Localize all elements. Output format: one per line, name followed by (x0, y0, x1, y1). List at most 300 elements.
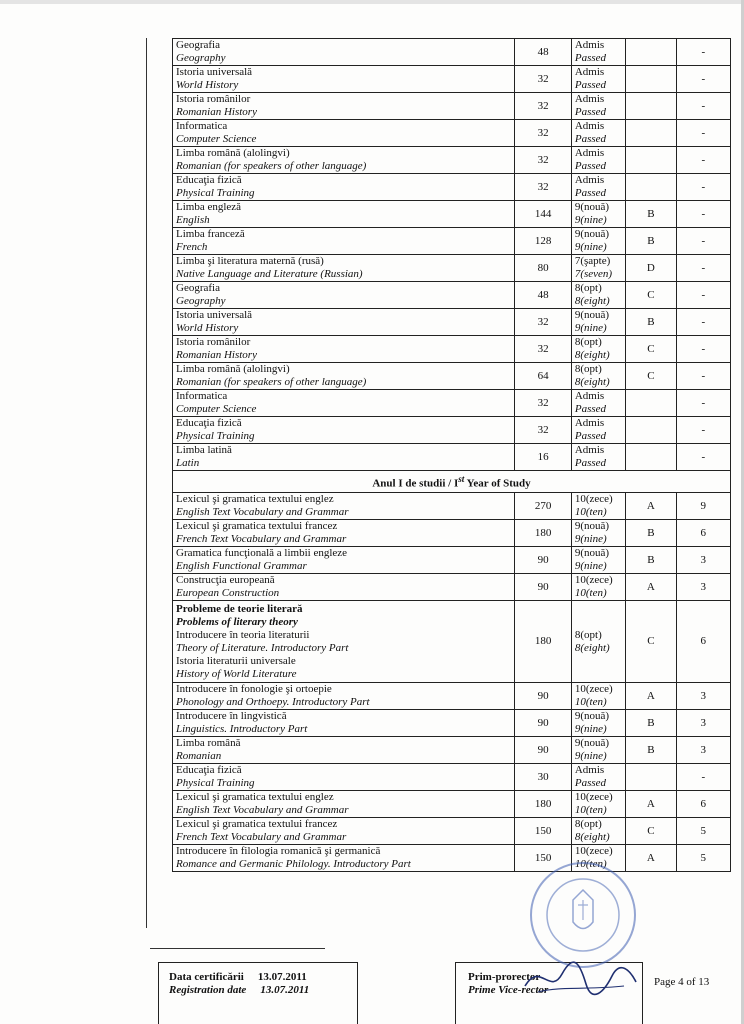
grade-ro: Admis (574, 120, 605, 132)
credits-cell: - (676, 282, 730, 309)
course-cell (173, 710, 515, 737)
grade-en: 9(nine) (574, 750, 607, 762)
table-row (173, 737, 731, 764)
certification-date-box (158, 962, 358, 1024)
ects-grade-cell: B (626, 228, 676, 255)
course-name-en: World History (176, 79, 239, 91)
ects-grade-cell: A (626, 791, 676, 818)
course-name-ro: Introducere în fonologie şi ortoepie (176, 683, 332, 695)
course-name-en: French (176, 241, 208, 253)
composite-course-cell (173, 601, 515, 683)
grade-cell (571, 228, 625, 255)
hours-cell: 270 (515, 493, 571, 520)
course-name-ro: Geografia (176, 282, 220, 294)
course-name-ro: Limba latină (176, 444, 232, 456)
course-name-ro: Istoria universală (176, 66, 253, 78)
course-name-en: Physical Training (176, 430, 255, 442)
composite-sub1-en: Theory of Literature. Introductory Part (176, 641, 349, 654)
hours-cell: 90 (515, 574, 571, 601)
course-name-en: French Text Vocabulary and Grammar (176, 831, 347, 843)
course-cell (173, 845, 515, 872)
course-name-ro: Educaţia fizică (176, 417, 242, 429)
course-name-ro: Construcţia europeană (176, 574, 275, 586)
composite-sub1-ro: Introducere în teoria literaturii (176, 628, 310, 641)
course-name-ro: Educaţia fizică (176, 174, 242, 186)
ects-grade-cell: A (626, 683, 676, 710)
ects-grade-cell (626, 39, 676, 66)
table-row (173, 39, 731, 66)
hours-cell: 150 (515, 845, 571, 872)
table-row (173, 282, 731, 309)
grade-cell (571, 93, 625, 120)
date-value-ro: 13.07.2011 (257, 971, 307, 983)
course-cell (173, 683, 515, 710)
course-name-ro: Limba engleză (176, 201, 242, 213)
course-name-ro: Lexicul şi gramatica textului francez (176, 818, 338, 830)
grade-cell (571, 147, 625, 174)
section-title (173, 471, 731, 493)
grade-en: Passed (574, 133, 607, 145)
grade-cell (571, 282, 625, 309)
grade-en: Passed (574, 403, 607, 415)
grade-en: Passed (574, 52, 607, 64)
composite-sub2-ro: Istoria literaturii universale (176, 654, 296, 667)
credits-cell: - (676, 417, 730, 444)
credits-cell: 6 (676, 601, 730, 683)
grade-cell (571, 309, 625, 336)
credits-cell: - (676, 444, 730, 471)
ects-grade-cell: B (626, 201, 676, 228)
ects-grade-cell: B (626, 710, 676, 737)
table-row (173, 120, 731, 147)
ects-grade-cell (626, 417, 676, 444)
grade-ro: 10(zece) (574, 845, 613, 857)
table-row (173, 174, 731, 201)
hours-cell: 90 (515, 683, 571, 710)
grade-cell (571, 255, 625, 282)
ects-grade-cell: C (626, 282, 676, 309)
course-name-en: French Text Vocabulary and Grammar (176, 533, 347, 545)
table-row-composite (173, 601, 731, 683)
grade-ro: Admis (574, 390, 605, 402)
composite-title-ro: Probleme de teorie literară (176, 602, 303, 615)
ects-grade-cell (626, 764, 676, 791)
grade-cell (571, 737, 625, 764)
signature (520, 956, 640, 1000)
grade-en: Passed (574, 777, 607, 789)
composite-sub2-en: History of World Literature (176, 667, 297, 680)
ects-grade-cell: C (626, 336, 676, 363)
credits-cell: - (676, 764, 730, 791)
grade-cell (571, 710, 625, 737)
table-row (173, 255, 731, 282)
grade-en: 8(eight) (574, 349, 610, 361)
credits-cell: 3 (676, 710, 730, 737)
date-value-en: 13.07.2011 (260, 984, 310, 996)
grade-en: 10(ten) (574, 858, 607, 870)
grade-ro: Admis (574, 93, 605, 105)
table-row (173, 710, 731, 737)
grade-en: 8(eight) (574, 641, 610, 654)
course-name-ro: Istoria universală (176, 309, 253, 321)
scan-edge-top (0, 0, 744, 4)
ects-grade-cell (626, 444, 676, 471)
page-number: Page 4 of 13 (654, 976, 710, 988)
course-name-en: Physical Training (176, 187, 255, 199)
grade-ro: 9(nouă) (574, 309, 610, 321)
course-name-ro: Istoria românilor (176, 93, 251, 105)
grade-en: 9(nine) (574, 533, 607, 545)
credits-cell: 6 (676, 520, 730, 547)
margin-rule (146, 38, 147, 928)
course-cell (173, 363, 515, 390)
grade-ro: 9(nouă) (574, 737, 610, 749)
hours-cell: 32 (515, 390, 571, 417)
grade-ro: 9(nouă) (574, 710, 610, 722)
credits-cell: 6 (676, 791, 730, 818)
grade-ro: 7(şapte) (574, 255, 611, 267)
hours-cell: 180 (515, 520, 571, 547)
hours-cell: 32 (515, 174, 571, 201)
table-row (173, 390, 731, 417)
ects-grade-cell (626, 174, 676, 201)
grade-cell (571, 66, 625, 93)
ects-grade-cell (626, 147, 676, 174)
grade-cell (571, 444, 625, 471)
course-cell (173, 520, 515, 547)
grade-cell (571, 547, 625, 574)
course-cell (173, 228, 515, 255)
grade-cell (571, 764, 625, 791)
credits-cell: - (676, 120, 730, 147)
hours-cell: 32 (515, 336, 571, 363)
grade-en: Passed (574, 457, 607, 469)
course-name-en: Native Language and Literature (Russian) (176, 268, 363, 280)
grade-ro: 10(zece) (574, 574, 613, 586)
hours-cell: 48 (515, 39, 571, 66)
credits-cell: 5 (676, 845, 730, 872)
ects-grade-cell (626, 66, 676, 93)
grade-en: Passed (574, 160, 607, 172)
course-name-en: World History (176, 322, 239, 334)
grade-en: Passed (574, 106, 607, 118)
ects-grade-cell: C (626, 818, 676, 845)
course-cell (173, 66, 515, 93)
table-row (173, 520, 731, 547)
hours-cell: 180 (515, 601, 571, 683)
hours-cell: 32 (515, 66, 571, 93)
section-title-ro: Anul I de studii / I (372, 477, 459, 490)
course-cell (173, 791, 515, 818)
section-title-en: Year of Study (464, 477, 531, 490)
grade-ro: Admis (574, 66, 605, 78)
course-name-ro: Lexicul şi gramatica textului francez (176, 520, 338, 532)
ects-grade-cell: B (626, 737, 676, 764)
course-name-ro: Limba română (alolingvi) (176, 147, 290, 159)
course-name-en: Romanian (for speakers of other language) (176, 160, 367, 172)
course-cell (173, 547, 515, 574)
course-cell (173, 93, 515, 120)
grade-en: 8(eight) (574, 831, 610, 843)
course-name-en: Romanian (176, 750, 222, 762)
table-row (173, 791, 731, 818)
course-name-en: Geography (176, 52, 226, 64)
hours-cell: 16 (515, 444, 571, 471)
table-row (173, 845, 731, 872)
grade-cell (571, 791, 625, 818)
grade-ro: Admis (574, 39, 605, 51)
grades-table (172, 38, 731, 872)
course-name-ro: Istoria românilor (176, 336, 251, 348)
course-name-ro: Informatica (176, 120, 228, 132)
grade-ro: Admis (574, 147, 605, 159)
grade-ro: 9(nouă) (574, 520, 610, 532)
credits-cell: - (676, 363, 730, 390)
grade-cell (571, 336, 625, 363)
grade-ro: 9(nouă) (574, 228, 610, 240)
hours-cell: 90 (515, 547, 571, 574)
table-row (173, 147, 731, 174)
grade-en: 9(nine) (574, 214, 607, 226)
grade-ro: Admis (574, 417, 605, 429)
grade-cell (571, 818, 625, 845)
grade-en: 8(eight) (574, 376, 610, 388)
table-row (173, 93, 731, 120)
grade-cell (571, 39, 625, 66)
course-name-ro: Limba şi literatura maternă (rusă) (176, 255, 324, 267)
grade-ro: 9(nouă) (574, 547, 610, 559)
course-name-en: Linguistics. Introductory Part (176, 723, 308, 735)
grade-ro: Admis (574, 764, 605, 776)
credits-cell: - (676, 147, 730, 174)
course-cell (173, 120, 515, 147)
course-cell (173, 737, 515, 764)
course-cell (173, 201, 515, 228)
table-row (173, 336, 731, 363)
ects-grade-cell (626, 390, 676, 417)
table-row (173, 818, 731, 845)
table-row (173, 764, 731, 791)
course-name-en: Geography (176, 295, 226, 307)
hours-cell: 48 (515, 282, 571, 309)
course-name-en: Latin (176, 457, 200, 469)
course-name-en: English (176, 214, 210, 226)
hours-cell: 90 (515, 737, 571, 764)
course-cell (173, 282, 515, 309)
course-cell (173, 493, 515, 520)
grade-ro: 8(opt) (574, 818, 602, 830)
credits-cell: - (676, 174, 730, 201)
credits-cell: 9 (676, 493, 730, 520)
course-name-en: Phonology and Orthoepy. Introductory Part (176, 696, 370, 708)
course-cell (173, 39, 515, 66)
table-row (173, 228, 731, 255)
hours-cell: 150 (515, 818, 571, 845)
credits-cell: 3 (676, 683, 730, 710)
course-name-ro: Introducere în filologia romanică şi germanică (176, 845, 381, 857)
course-name-ro: Introducere în lingvistică (176, 710, 287, 722)
course-cell (173, 174, 515, 201)
course-name-ro: Limba română (176, 737, 241, 749)
credits-cell: 3 (676, 574, 730, 601)
course-cell (173, 309, 515, 336)
section-header-row (173, 471, 731, 493)
credits-cell: 3 (676, 547, 730, 574)
grade-en: Passed (574, 79, 607, 91)
grade-cell (571, 120, 625, 147)
course-name-en: English Functional Grammar (176, 560, 307, 572)
table-row (173, 363, 731, 390)
course-name-en: Romanian History (176, 106, 257, 118)
credits-cell: - (676, 255, 730, 282)
grade-cell (571, 417, 625, 444)
course-cell (173, 147, 515, 174)
course-name-ro: Gramatica funcţională a limbii engleze (176, 547, 348, 559)
course-cell (173, 764, 515, 791)
credits-cell: - (676, 309, 730, 336)
course-cell (173, 417, 515, 444)
course-cell (173, 574, 515, 601)
grade-cell (571, 520, 625, 547)
course-name-ro: Educaţia fizică (176, 764, 242, 776)
composite-title-en: Problems of literary theory (176, 615, 298, 628)
table-row (173, 493, 731, 520)
grade-en: 9(nine) (574, 322, 607, 334)
ects-grade-cell (626, 93, 676, 120)
grade-cell (571, 574, 625, 601)
course-name-en: English Text Vocabulary and Grammar (176, 506, 349, 518)
date-label-ro: Data certificării (169, 971, 244, 983)
ects-grade-cell: A (626, 574, 676, 601)
university-seal-stamp (528, 860, 638, 970)
hours-cell: 32 (515, 309, 571, 336)
credits-cell: - (676, 93, 730, 120)
ects-grade-cell: C (626, 363, 676, 390)
grade-en: 10(ten) (574, 804, 607, 816)
ects-grade-cell: C (626, 601, 676, 683)
table-row (173, 683, 731, 710)
credits-cell: - (676, 201, 730, 228)
grade-ro: 8(opt) (574, 628, 602, 641)
credits-cell: 5 (676, 818, 730, 845)
credits-cell: - (676, 66, 730, 93)
table-row (173, 66, 731, 93)
course-name-ro: Geografia (176, 39, 220, 51)
hours-cell: 128 (515, 228, 571, 255)
grade-en: 9(nine) (574, 241, 607, 253)
course-name-ro: Informatica (176, 390, 228, 402)
course-cell (173, 818, 515, 845)
credits-cell: - (676, 390, 730, 417)
hours-cell: 32 (515, 147, 571, 174)
grade-ro: 10(zece) (574, 683, 613, 695)
date-label-en: Registration date (169, 984, 247, 996)
table-row (173, 547, 731, 574)
grade-ro: 8(opt) (574, 363, 602, 375)
course-name-en: Physical Training (176, 777, 255, 789)
course-name-ro: Limba franceză (176, 228, 245, 240)
grade-cell (571, 683, 625, 710)
hours-cell: 64 (515, 363, 571, 390)
grade-en: 7(seven) (574, 268, 613, 280)
hours-cell: 32 (515, 417, 571, 444)
table-row (173, 309, 731, 336)
grade-en: 9(nine) (574, 560, 607, 572)
table-row (173, 201, 731, 228)
ects-grade-cell: B (626, 520, 676, 547)
grade-ro: Admis (574, 174, 605, 186)
hours-cell: 144 (515, 201, 571, 228)
course-cell (173, 390, 515, 417)
grade-ro: 10(zece) (574, 791, 613, 803)
grade-cell (571, 174, 625, 201)
course-cell (173, 336, 515, 363)
course-cell (173, 444, 515, 471)
grade-en: Passed (574, 187, 607, 199)
table-row (173, 417, 731, 444)
ects-grade-cell: A (626, 493, 676, 520)
course-name-en: European Construction (176, 587, 280, 599)
credits-cell: - (676, 336, 730, 363)
grade-cell (571, 363, 625, 390)
hours-cell: 32 (515, 93, 571, 120)
course-name-en: Romanian (for speakers of other language) (176, 376, 367, 388)
ects-grade-cell: B (626, 309, 676, 336)
grade-en: 10(ten) (574, 587, 607, 599)
course-name-en: Computer Science (176, 403, 257, 415)
hours-cell: 30 (515, 764, 571, 791)
grade-ro: 8(opt) (574, 282, 602, 294)
grade-en: Passed (574, 430, 607, 442)
course-name-ro: Limba română (alolingvi) (176, 363, 290, 375)
grade-cell (571, 390, 625, 417)
signer-title-en: Prime Vice-rector (468, 984, 549, 996)
grade-ro: Admis (574, 444, 605, 456)
credits-cell: 3 (676, 737, 730, 764)
course-name-en: Romanian History (176, 349, 257, 361)
table-row (173, 574, 731, 601)
credits-cell: - (676, 228, 730, 255)
ects-grade-cell: A (626, 845, 676, 872)
ects-grade-cell: D (626, 255, 676, 282)
course-name-ro: Lexicul şi gramatica textului englez (176, 493, 334, 505)
hours-cell: 90 (515, 710, 571, 737)
hours-cell: 80 (515, 255, 571, 282)
grade-cell (571, 493, 625, 520)
hours-cell: 180 (515, 791, 571, 818)
grade-ro: 9(nouă) (574, 201, 610, 213)
course-name-en: English Text Vocabulary and Grammar (176, 804, 349, 816)
course-name-ro: Lexicul şi gramatica textului englez (176, 791, 334, 803)
grade-en: 10(ten) (574, 506, 607, 518)
grade-ro: 10(zece) (574, 493, 613, 505)
grade-en: 8(eight) (574, 295, 610, 307)
footer-rule (150, 948, 325, 949)
course-cell (173, 255, 515, 282)
grade-en: 10(ten) (574, 696, 607, 708)
signer-title-ro: Prim-prorector (468, 971, 541, 983)
credits-cell: - (676, 39, 730, 66)
grade-ro: 8(opt) (574, 336, 602, 348)
section-title-sup: st (458, 473, 465, 484)
ects-grade-cell: B (626, 547, 676, 574)
table-row (173, 444, 731, 471)
course-name-en: Computer Science (176, 133, 257, 145)
grade-cell (571, 201, 625, 228)
hours-cell: 32 (515, 120, 571, 147)
ects-grade-cell (626, 120, 676, 147)
grade-en: 9(nine) (574, 723, 607, 735)
